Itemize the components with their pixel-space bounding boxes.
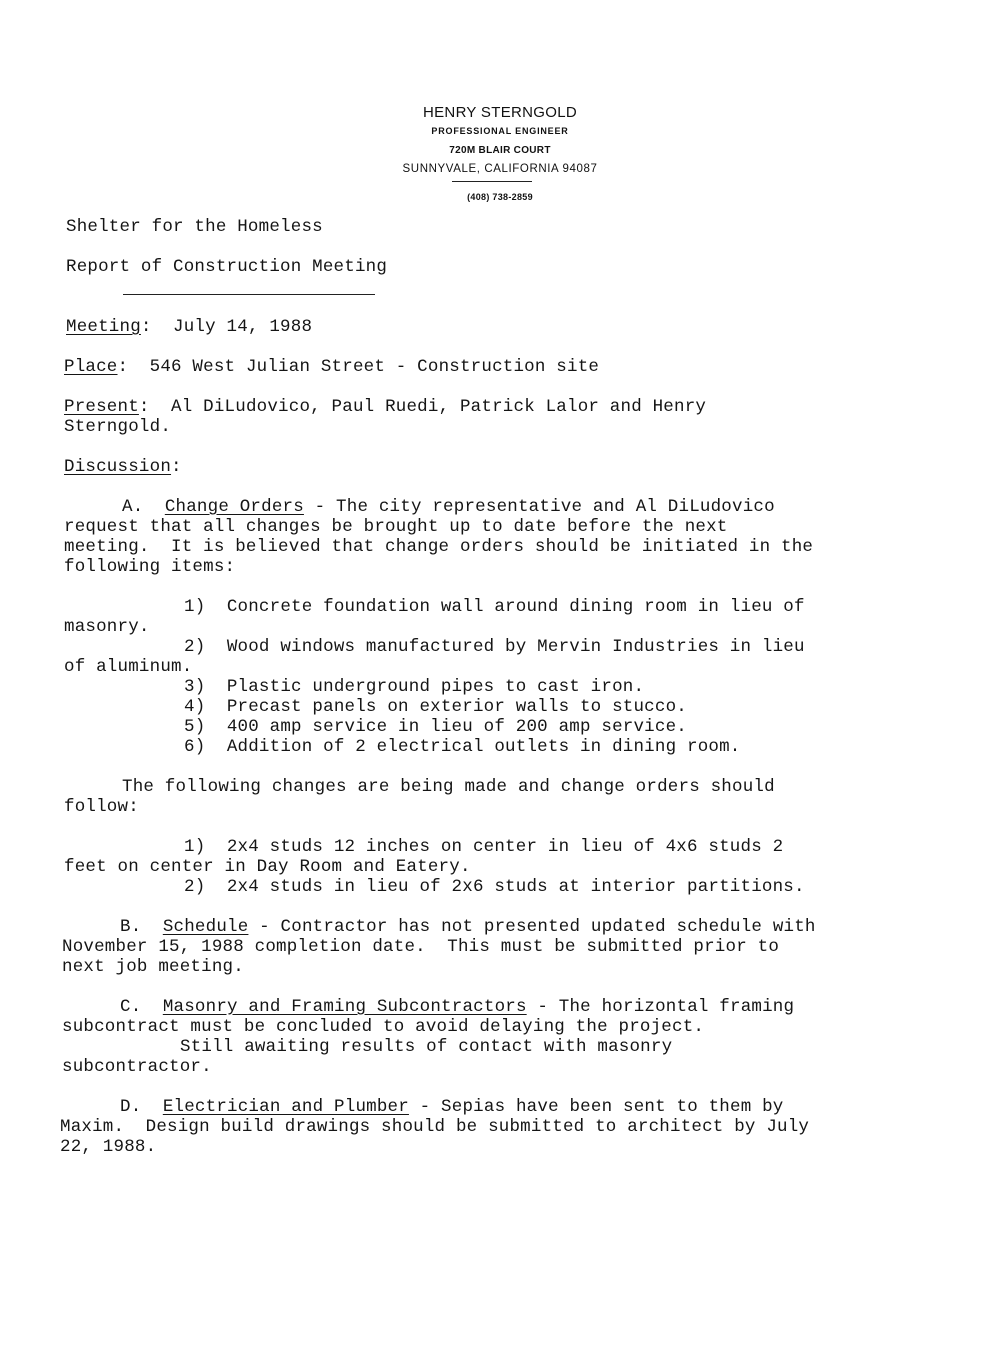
section-b-heading: Schedule	[162, 917, 249, 937]
item-number: 5)	[184, 717, 206, 737]
section-b-text: - Contractor has not presented updated schedule with	[248, 917, 816, 937]
item-number: 2)	[184, 637, 206, 657]
item-text: 2x4 studs 12 inches on center in lieu of 4x6 studs 2	[226, 837, 784, 857]
item-continuation: of aluminum.	[64, 657, 193, 677]
item-continuation: masonry.	[64, 617, 150, 637]
section-d-text: - Sepias have been sent to them by	[408, 1097, 784, 1117]
item-number: 3)	[184, 677, 206, 697]
letterhead-phone: (408) 738-2859	[467, 192, 533, 202]
item-number: 4)	[184, 697, 206, 717]
present-label: Present	[64, 397, 139, 417]
section-a-text: meeting. It is believed that change orders should be initiated in the	[64, 537, 814, 557]
section-c-heading: Masonry and Framing Subcontractors	[162, 997, 527, 1017]
section-b-text: November 15, 1988 completion date. This must be submitted prior to	[62, 937, 780, 957]
section-a-text: request that all changes be brought up to date before the next	[64, 517, 728, 537]
project-name: Shelter for the Homeless	[66, 217, 323, 237]
letterhead-title: PROFESSIONAL ENGINEER	[431, 126, 569, 136]
meeting-date: July 14, 1988	[173, 317, 313, 337]
section-d-line-1	[120, 1097, 784, 1117]
item-number: 2)	[184, 877, 206, 897]
section-d-text: Maxim. Design build drawings should be submitted to architect by July	[60, 1117, 810, 1137]
item-continuation: feet on center in Day Room and Eatery.	[64, 857, 471, 877]
present-line-2: Sterngold.	[64, 417, 172, 437]
section-a-letter: A.	[122, 497, 144, 517]
title-divider	[123, 294, 375, 295]
section-a-line-1	[122, 497, 775, 517]
item-text: 400 amp service in lieu of 200 amp service.	[226, 717, 687, 737]
list-item	[184, 677, 644, 697]
item-text: Concrete foundation wall around dining room in lieu of	[226, 597, 805, 617]
section-a-intro: - The city representative and Al DiLudovico	[303, 497, 775, 517]
list-item	[184, 597, 805, 617]
following-text: follow:	[64, 797, 139, 817]
list-item	[184, 837, 783, 857]
list-item	[184, 877, 805, 897]
discussion-label: Discussion	[64, 457, 172, 477]
item-number: 1)	[184, 837, 206, 857]
section-a-heading: Change Orders	[164, 497, 304, 517]
list-item	[184, 697, 687, 717]
section-c-text: subcontract must be concluded to avoid delaying the project.	[62, 1017, 705, 1037]
present-value: Al DiLudovico, Paul Ruedi, Patrick Lalor and Henry	[171, 397, 707, 417]
present-line: Present: Al DiLudovico, Paul Ruedi, Patrick Lalor and Henry	[64, 397, 707, 417]
meeting-line: Meeting: July 14, 1988	[66, 317, 313, 337]
letterhead-divider	[452, 181, 532, 182]
list-item	[184, 737, 741, 757]
item-text: 2x4 studs in lieu of 2x6 studs at interior partitions.	[226, 877, 805, 897]
section-c-text: subcontractor.	[62, 1057, 212, 1077]
section-c-text: - The horizontal framing	[526, 997, 795, 1017]
meeting-label: Meeting	[66, 317, 141, 337]
place-value: 546 West Julian Street - Construction site	[149, 357, 600, 377]
section-a-text: following items:	[64, 557, 236, 577]
place-label: Place	[64, 357, 118, 377]
section-d-letter: D.	[120, 1097, 142, 1117]
letterhead-address: 720M BLAIR COURT	[449, 145, 551, 156]
list-item	[184, 717, 687, 737]
letterhead-city: SUNNYVALE, CALIFORNIA 94087	[402, 163, 598, 175]
item-text: Plastic underground pipes to cast iron.	[226, 677, 645, 697]
section-c-letter: C.	[120, 997, 142, 1017]
following-text: The following changes are being made and change orders should	[122, 777, 775, 797]
section-b-letter: B.	[120, 917, 142, 937]
section-b-line-1	[120, 917, 816, 937]
item-text: Precast panels on exterior walls to stucco.	[226, 697, 687, 717]
report-title: Report of Construction Meeting	[66, 257, 388, 277]
section-d-heading: Electrician and Plumber	[162, 1097, 409, 1117]
section-d-text: 22, 1988.	[60, 1137, 157, 1157]
item-text: Wood windows manufactured by Mervin Industries in lieu	[226, 637, 805, 657]
item-text: Addition of 2 electrical outlets in dining room.	[226, 737, 741, 757]
section-c-text: Still awaiting results of contact with masonry	[180, 1037, 673, 1057]
section-c-line-1	[120, 997, 794, 1017]
list-item	[184, 637, 805, 657]
discussion-line: Discussion:	[64, 457, 182, 477]
item-number: 1)	[184, 597, 206, 617]
item-number: 6)	[184, 737, 206, 757]
letterhead-name: HENRY STERNGOLD	[423, 104, 577, 121]
place-line: Place: 546 West Julian Street - Construction site	[64, 357, 600, 377]
section-b-text: next job meeting.	[62, 957, 244, 977]
